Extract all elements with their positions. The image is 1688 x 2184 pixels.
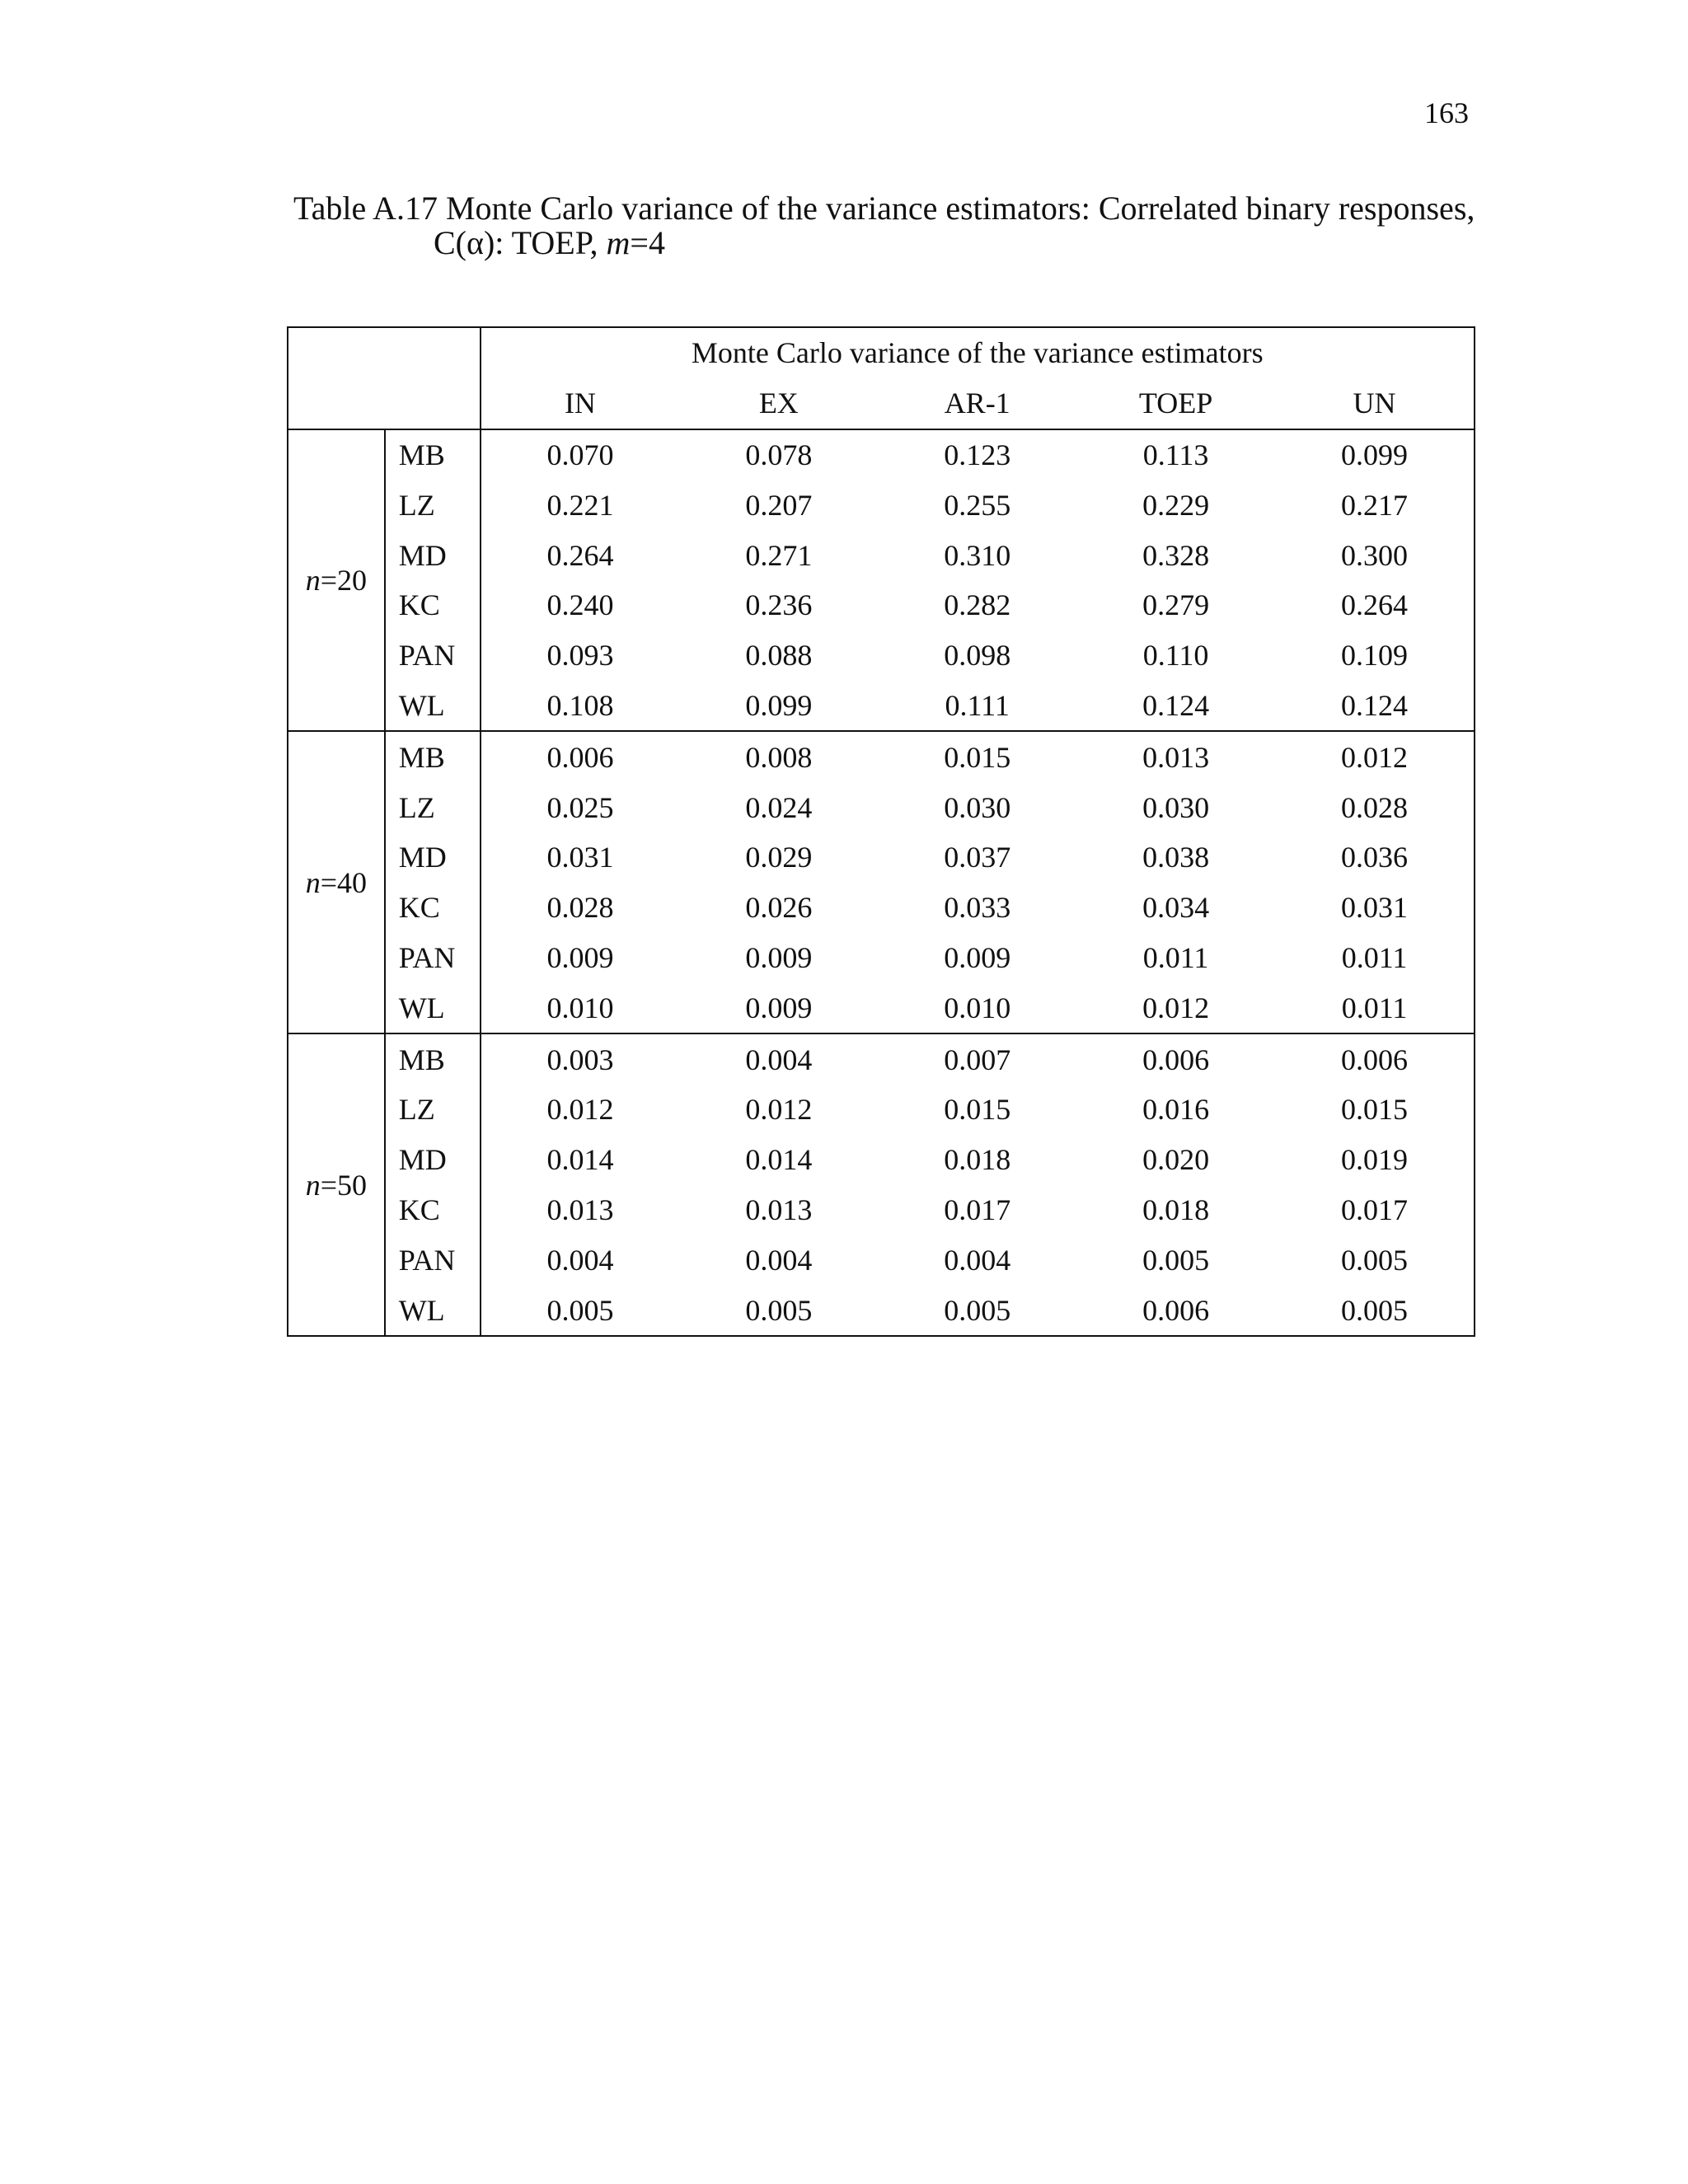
table-cell: 0.004	[679, 1033, 878, 1085]
table-cell: 0.123	[878, 429, 1076, 480]
table-cell: 0.236	[745, 588, 813, 622]
table-cell: 0.207	[745, 488, 813, 522]
table-row	[288, 1085, 1475, 1135]
spanner-header: Monte Carlo variance of the variance estimators	[481, 327, 1475, 378]
table-cell: 0.030	[1142, 790, 1210, 824]
table-cell: 0.113	[1076, 429, 1275, 480]
estimator-label: MD	[398, 841, 447, 874]
table-cell: 0.030	[944, 790, 1011, 824]
column-header: EX	[758, 387, 799, 420]
table-cell: 0.033	[944, 891, 1011, 925]
table-row	[288, 883, 1475, 933]
table-row	[288, 580, 1475, 630]
table-cell: 0.109	[1275, 630, 1475, 681]
estimator-label: LZ	[398, 488, 435, 522]
table-cell: 0.011	[1142, 940, 1209, 974]
table-cell: 0.012	[481, 1085, 680, 1135]
table-row	[288, 982, 1475, 1033]
table-cell: 0.013	[1076, 731, 1275, 782]
estimator-label: MD	[398, 538, 447, 572]
table-cell: 0.110	[1142, 639, 1209, 673]
column-header: AR-1	[944, 387, 1010, 420]
table-row	[288, 731, 1475, 782]
table-cell: 0.229	[1142, 488, 1210, 522]
estimator-label: MB	[385, 1033, 481, 1085]
header-stub	[288, 327, 481, 429]
table-cell: 0.282	[944, 588, 1011, 622]
estimator-label: PAN	[398, 1243, 456, 1277]
table-cell: 0.037	[944, 841, 1011, 874]
estimator-label: MD	[398, 1143, 447, 1177]
estimator-label: KC	[398, 891, 440, 925]
table-cell: 0.124	[1142, 688, 1210, 722]
table-cell: 0.006	[1076, 1285, 1275, 1336]
table-row	[288, 530, 1475, 580]
table-cell: 0.034	[1142, 891, 1210, 925]
group-label: n=20	[288, 429, 385, 732]
table-cell: 0.070	[481, 429, 680, 480]
table-cell: 0.006	[481, 731, 680, 782]
table-cell: 0.111	[945, 688, 1010, 722]
table-cell: 0.264	[481, 530, 680, 580]
table-cell: 0.010	[944, 991, 1011, 1024]
table-cell: 0.017	[1275, 1185, 1475, 1235]
group-label: n=50	[288, 1033, 385, 1336]
column-header: UN	[1275, 378, 1475, 429]
estimator-label: PAN	[398, 639, 456, 673]
table-cell: 0.012	[1275, 731, 1475, 782]
table-cell: 0.013	[481, 1185, 680, 1235]
table-row	[288, 1033, 1475, 1085]
table-row	[288, 681, 1475, 732]
table-cell: 0.279	[1142, 588, 1210, 622]
table-cell: 0.005	[1142, 1243, 1210, 1277]
table-cell: 0.009	[745, 991, 813, 1024]
caption-line-2: C(α): TOEP, m=4	[434, 224, 665, 261]
table-cell: 0.014	[481, 1135, 680, 1185]
table-row	[288, 429, 1475, 480]
table-cell: 0.018	[944, 1143, 1011, 1177]
table-cell: 0.310	[944, 538, 1011, 572]
table-cell: 0.093	[481, 630, 680, 681]
estimator-label: MB	[385, 429, 481, 480]
table-cell: 0.016	[1142, 1093, 1210, 1127]
table-row	[288, 832, 1475, 883]
table-cell: 0.015	[944, 1093, 1011, 1127]
table-cell: 0.025	[481, 782, 680, 832]
table-cell: 0.004	[745, 1243, 813, 1277]
table-cell: 0.088	[745, 639, 813, 673]
spanner-row	[288, 327, 1475, 378]
table-cell: 0.264	[1275, 580, 1475, 630]
estimator-label: LZ	[398, 1093, 435, 1127]
table-cell: 0.036	[1275, 832, 1475, 883]
table-cell: 0.012	[1142, 991, 1210, 1024]
estimator-label: WL	[385, 1285, 481, 1336]
table-cell: 0.003	[481, 1033, 680, 1085]
table-cell: 0.328	[1142, 538, 1210, 572]
table-cell: 0.300	[1275, 530, 1475, 580]
table-cell: 0.018	[1142, 1193, 1210, 1226]
table-row	[288, 1185, 1475, 1235]
column-header: IN	[564, 387, 596, 420]
table-cell: 0.221	[481, 480, 680, 530]
estimator-label: PAN	[398, 940, 456, 974]
table-cell: 0.012	[745, 1093, 813, 1127]
table-cell: 0.017	[944, 1193, 1011, 1226]
estimator-label: WL	[398, 688, 445, 722]
table-cell: 0.005	[481, 1285, 680, 1336]
caption-line-1: Table A.17 Monte Carlo variance of the variance estimators: Correlated binary responses,	[293, 190, 1475, 227]
table-cell: 0.006	[1275, 1033, 1475, 1085]
table-cell: 0.217	[1275, 480, 1475, 530]
results-table	[287, 326, 1475, 1337]
table-row	[288, 1285, 1475, 1336]
table-cell: 0.019	[1275, 1135, 1475, 1185]
table-cell: 0.013	[745, 1193, 813, 1226]
table-cell: 0.031	[481, 832, 680, 883]
table-cell: 0.026	[745, 891, 813, 925]
page-number: 163	[1424, 96, 1469, 129]
table-cell: 0.240	[481, 580, 680, 630]
table-cell: 0.010	[481, 982, 680, 1033]
column-header: TOEP	[1138, 387, 1213, 420]
table-cell: 0.124	[1275, 681, 1475, 732]
table-cell: 0.099	[1275, 429, 1475, 480]
table-row	[288, 480, 1475, 530]
estimator-label: KC	[398, 1193, 440, 1226]
table-cell: 0.028	[1275, 782, 1475, 832]
table-cell: 0.009	[944, 940, 1011, 974]
table-cell: 0.098	[944, 639, 1011, 673]
table-cell: 0.028	[481, 883, 680, 933]
table-cell: 0.015	[878, 731, 1076, 782]
table-cell: 0.009	[481, 933, 680, 983]
estimator-label: MB	[385, 731, 481, 782]
table-caption	[293, 191, 1480, 260]
table-cell: 0.031	[1275, 883, 1475, 933]
table-cell: 0.015	[1275, 1085, 1475, 1135]
estimator-label: KC	[398, 588, 440, 622]
table-cell: 0.011	[1275, 982, 1475, 1033]
table-row	[288, 630, 1475, 681]
table-row	[288, 933, 1475, 983]
table-cell: 0.004	[944, 1243, 1011, 1277]
table-cell: 0.020	[1142, 1143, 1210, 1177]
table-cell: 0.029	[745, 841, 813, 874]
table-row	[288, 1235, 1475, 1285]
table-cell: 0.038	[1142, 841, 1210, 874]
table-cell: 0.014	[745, 1143, 813, 1177]
table-cell: 0.108	[481, 681, 680, 732]
table-cell: 0.009	[745, 940, 813, 974]
estimator-label: WL	[398, 991, 445, 1024]
table-cell: 0.004	[481, 1235, 680, 1285]
table-cell: 0.271	[745, 538, 813, 572]
table-row	[288, 1135, 1475, 1185]
table-cell: 0.005	[1275, 1235, 1475, 1285]
table-cell: 0.078	[679, 429, 878, 480]
table-cell: 0.005	[679, 1285, 878, 1336]
group-label: n=40	[288, 731, 385, 1033]
table-cell: 0.024	[745, 790, 813, 824]
table-cell: 0.255	[944, 488, 1011, 522]
table-body	[288, 429, 1475, 1336]
table-row	[288, 782, 1475, 832]
table-cell: 0.011	[1275, 933, 1475, 983]
table-cell: 0.005	[878, 1285, 1076, 1336]
table-cell: 0.099	[745, 688, 813, 722]
table-cell: 0.007	[878, 1033, 1076, 1085]
estimator-label: LZ	[398, 790, 435, 824]
table-cell: 0.008	[679, 731, 878, 782]
table-cell: 0.005	[1275, 1285, 1475, 1336]
table-cell: 0.006	[1076, 1033, 1275, 1085]
